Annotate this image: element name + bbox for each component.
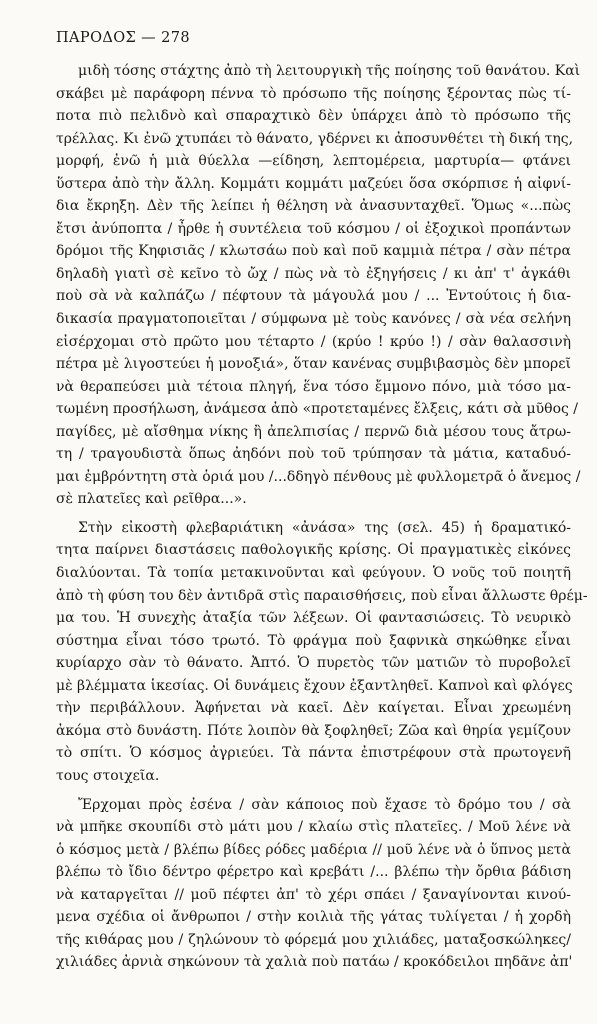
text-line: μιδὴ τόσης στάχτης ἀπὸ τὴ λειτουργικὴ τῆς ποίησης τοῦ θανάτου. Καὶ bbox=[78, 63, 581, 79]
text-line: βλέπω τὸ ἴδιο δέντρο φέρετρο καὶ κρεβάτι /... βλέπω τὴν ὄρθια βάδιση bbox=[56, 864, 571, 881]
text-line: τῆς κιθάρας μου / ζηλώνουν τὸ φόρεμά μου χιλιάδες, ματαξοσκώληκες/ bbox=[56, 931, 571, 948]
text-line: δικασία πραγματοποιεῖται / σύμφωνα μὲ τοὺς κανόνες / σὰ νέα σελήνη bbox=[56, 311, 571, 328]
paragraph bbox=[56, 517, 588, 788]
text-line: τὴν περιβάλλουν. Ἀφήνεται νὰ καεῖ. Δὲν καίγεται. Εἶναι χρεωμένη bbox=[56, 700, 571, 717]
text-line: σύστημα εἶναι τόσο τρωτό. Τὸ φράγμα ποὺ ξαφνικὰ σηκώθηκε εἶναι bbox=[56, 632, 571, 649]
paragraph bbox=[56, 794, 571, 974]
text-line: μὲ βλέμματα ἱκεσίας. Οἱ δυνάμεις ἔχουν ἐξαντληθεῖ. Καπνοὶ καὶ φλόγες bbox=[56, 677, 573, 694]
text-line: τὸ σπίτι. Ὁ κόσμος ἀγριεύει. Τὰ πάντα ἐπιστρέφουν στὰ πρωτογενῆ bbox=[56, 745, 571, 762]
text-line: δια ἔκρηξη. Δὲν τῆς λείπει ἡ θέληση νὰ ἀνασυνταχθεῖ. Ὅμως «...πὼς bbox=[56, 198, 571, 215]
text-line: ὁ κόσμος μετὰ / βλέπω βίδες ρόδες μαδέρια // μοῦ λένε νὰ ὁ ὕπνος μετὰ bbox=[56, 841, 571, 858]
running-head: ΠΑΡΟΔΟΣ — 278 bbox=[56, 30, 190, 46]
text-line: ποὺ σὰ νὰ καλπάζω / πέφτουν τὰ μάγουλά μου / ... Ἐντούτοις ἡ δια- bbox=[56, 288, 571, 305]
text-line: μα του. Ἡ συνεχὴς ἀταξία τῶν λέξεων. Οἱ φαντασιώσεις. Τὸ νευρικὸ bbox=[56, 610, 571, 627]
text-line: τη / τραγουδιστὰ ὅπως ἀηδόνι ποὺ τοῦ τρύπησαν τὰ μάτια, καταδυό- bbox=[56, 446, 571, 463]
text-line: δηλαδὴ γιατὶ σὲ κεῖνο τὸ ὤχ / πὼς νὰ τὸ ἐξηγήσεις / κι ἀπ' τ' ἀγκάθι bbox=[56, 265, 571, 282]
text-line: χιλιάδες ἀρνιὰ σηκώνουν τὰ χαλιὰ ποὺ πατάω / κροκόδειλοι πηδᾶνε ἀπ' bbox=[56, 954, 573, 971]
text-line: μενα σχέδια οἱ ἄνθρωποι / στὴν κοιλιὰ τῆς γάτας τυλίγεται / ἡ χορδὴ bbox=[56, 909, 571, 926]
paragraph bbox=[56, 60, 581, 511]
text-line: τητα παίρνει διαστάσεις παθολογικῆς κρίσης. Οἱ πραγματικὲς εἰκόνες bbox=[56, 542, 571, 559]
text-line: κυρίαρχο σὰν τὸ θάνατο. Ἀπτό. Ὁ πυρετὸς τῶν ματιῶν τὸ πυροβολεῖ bbox=[56, 655, 571, 672]
text-line: Στὴν εἰκοστὴ φλεβαριάτικη «ἀνάσα» της (σελ. 45) ἡ δραματικό- bbox=[78, 519, 571, 536]
text-line: μορφή, ἐνῶ ἡ μιὰ θύελλα —είδηση, λεπτομέρεια, μαρτυρία— φτάνει bbox=[56, 153, 571, 170]
text-line: Ἔρχομαι πρὸς ἐσένα / σὰν κάποιος ποὺ ἔχασε τὸ δρόμο του / σὰ bbox=[78, 796, 571, 813]
text-line: διαλύονται. Τὰ τοπία μετακινοῦνται καὶ φεύγουν. Ὁ νοῦς τοῦ ποιητῆ bbox=[56, 565, 571, 582]
text-line: εἰσέρχομαι στὸ πρῶτο μου τέταρτο / (κρύο ! κρύο !) / σὰν θαλασσινὴ bbox=[56, 333, 571, 350]
text-line: τωμένη προσήλωση, ἀνάμεσα ἀπὸ «προτεταμένες ἔλξεις, κάτι σὰ μῦθος / bbox=[56, 401, 578, 418]
text-line: πέτρα μὲ λιγοστεύει ἡ μονοξιά», ὅταν κανένας συμβιβασμὸς δὲν μπορεῖ bbox=[56, 356, 571, 373]
text-line: παγίδες, μὲ αἴσθημα νίκης ἢ ἀπελπισίας / περνῶ διὰ μέσου τους ἄτρω- bbox=[56, 423, 571, 440]
text-line: μαι ἐμβρόντητη στὰ ὁριά μου /...δδηγὸ πένθους μὲ φυλλομετρᾶ ὁ ἄνεμος / bbox=[56, 468, 581, 485]
text-line: νὰ θεραπεύσει μιὰ τέτοια πληγή, ἕνα τόσο ἔμμονο πόνο, μιὰ τόσο μα- bbox=[56, 378, 571, 395]
body-text bbox=[56, 60, 588, 974]
text-line: τους στοιχεῖα. bbox=[56, 767, 160, 784]
text-line: ἔτσι ἀνύποπτα / ἦρθε ἡ συντέλεια τοῦ κόσμου / οἱ ἐξοχικοὶ προπάντων bbox=[56, 220, 571, 237]
text-line: ποτα πιὸ πελιδνὸ καὶ σπαραχτικὸ δὲν ὑπάρχει ἀπὸ τὸ πρόσωπο τῆς bbox=[56, 108, 571, 125]
text-line: ἀκόμα στὸ δυνάστη. Πότε λοιπὸν θὰ ξοφληθεῖ; Ζῶα καὶ θηρία γεμίζουν bbox=[56, 722, 571, 739]
text-line: ἀπὸ τὴ φύση του δὲν ἀντιδρᾶ στὶς παραισθήσεις, ποὺ εἶναι ἄλλωστε θρέμ- bbox=[56, 587, 588, 604]
text-line: τρέλλας. Κι ἐνῶ χτυπάει τὸ θάνατο, γδέρνει κι ἀποσυνθέτει τὴ δική της, bbox=[56, 130, 574, 147]
text-line: νὰ μπῆκε σκουπίδι στὸ μάτι μου / κλαίω στὶς πλατεῖες. / Μοῦ λένε νὰ bbox=[56, 819, 571, 836]
text-line: δρόμοι τῆς Κηφισιᾶς / κλωτσάω ποὺ καὶ ποῦ καμμιὰ πέτρα / σὰν πέτρα bbox=[56, 243, 571, 260]
text-line: σκάβει μὲ παράφορη πέννα τὸ πρόσωπο τῆς ποίησης ξέροντας πὼς τί- bbox=[56, 85, 571, 102]
text-line: ὕστερα ἀπὸ τὴν ἄλλη. Κομμάτι κομμάτι μαζεύει ὅσα σκόρπισε ἡ αἰφνί- bbox=[56, 175, 571, 192]
text-line: νὰ καταργεῖται // μοῦ πέφτει ἀπ' τὸ χέρι σπάει / ξαναγίνονται κινού- bbox=[56, 886, 571, 903]
text-line: σὲ πλατεῖες καὶ ρεῖθρα...». bbox=[56, 491, 247, 508]
